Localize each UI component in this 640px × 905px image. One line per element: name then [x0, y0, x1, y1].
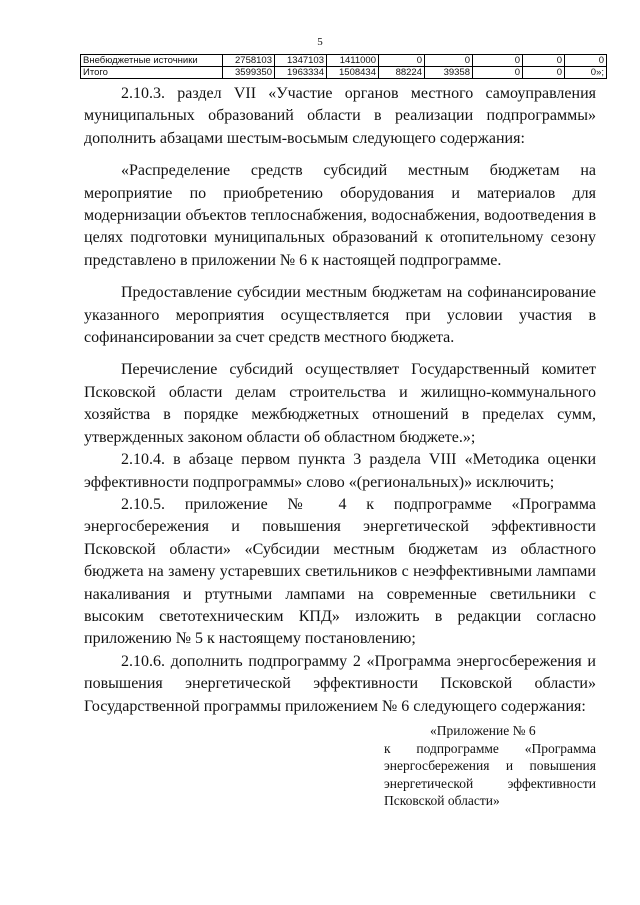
paragraph-transfer: Перечисление субсидий осуществляет Государственный комитет Псковской области делам строительства и жилищно-коммунального хозяйства в порядке межбюджетных отношений в пределах сумм, утвержденных законом области об областном бюджете.»;	[84, 361, 596, 446]
paragraph-distribution: «Распределение средств субсидий местным бюджетам на мероприятие по приобретению оборудования и материалов для модернизации объектов теплоснабжения, водоснабжения, водоотведения в целях подготовки муниципальных образований к отопительному сезону представлено в приложении № 6 к настоящей подпрограмме.	[84, 162, 596, 269]
table-cell: 1411000	[327, 55, 379, 67]
table-cell: 3599350	[223, 67, 275, 79]
table-cell: 0	[523, 55, 565, 67]
table-cell: 0	[565, 55, 607, 67]
appendix-heading	[384, 722, 596, 810]
table-row	[81, 67, 607, 79]
appendix-title: «Приложение № 6	[430, 723, 536, 738]
table-cell: 0	[473, 55, 523, 67]
document-body	[84, 83, 596, 718]
paragraph-cofinancing: Предоставление субсидии местным бюджетам на софинансирование указанного мероприятия осуществляется при условии участия в софинансировании за счет средств местного бюджета.	[84, 284, 596, 347]
table-cell: 1508434	[327, 67, 379, 79]
paragraph-2-10-3: 2.10.3. раздел VII «Участие органов местного самоуправления муниципальных образований области в реализации подпрограммы» дополнить абзацами шестым-восьмым следующего содержания:	[84, 85, 596, 147]
appendix-subtitle: к подпрограмме «Программа энергосбережения и повышения энергетической эффективности Псковской области»	[384, 740, 596, 809]
row-name: Итого	[81, 67, 223, 79]
table-cell: 1963334	[275, 67, 327, 79]
table-cell: 0	[425, 55, 473, 67]
paragraph-2-10-5: 2.10.5. приложение № 4 к подпрограмме «Программа энергосбережения и повышения энергетической эффективности Псковской области» «Субсидии местным бюджетам из областного бюджета на замену устаревших светильников с неэффективными лампами накаливания и ртутными лампами на современные светильники с высоким светотехническим КПД» изложить в редакции согласно приложению № 5 к настоящему постановлению;	[84, 495, 596, 648]
table-cell: 2758103	[223, 55, 275, 67]
row-name: Внебюджетные источники	[81, 55, 223, 67]
table-cell: 0»;	[565, 67, 607, 79]
table-cell: 88224	[379, 67, 425, 79]
table-cell: 0	[523, 67, 565, 79]
page-number: 5	[317, 36, 323, 48]
table-row	[81, 55, 607, 67]
table-cell: 0	[473, 67, 523, 79]
table-cell: 39358	[425, 67, 473, 79]
paragraph-2-10-4: 2.10.4. в абзаце первом пункта 3 раздела VIII «Методика оценки эффективности подпрограммы» слово «(региональных)» исключить;	[84, 451, 596, 491]
budget-summary-table	[80, 54, 607, 79]
table-cell: 1347103	[275, 55, 327, 67]
paragraph-2-10-6: 2.10.6. дополнить подпрограмму 2 «Программа энергосбережения и повышения энергетической эффективности Псковской области» Государственной программы приложением № 6 следующего содержания:	[84, 652, 596, 715]
table-cell: 0	[379, 55, 425, 67]
